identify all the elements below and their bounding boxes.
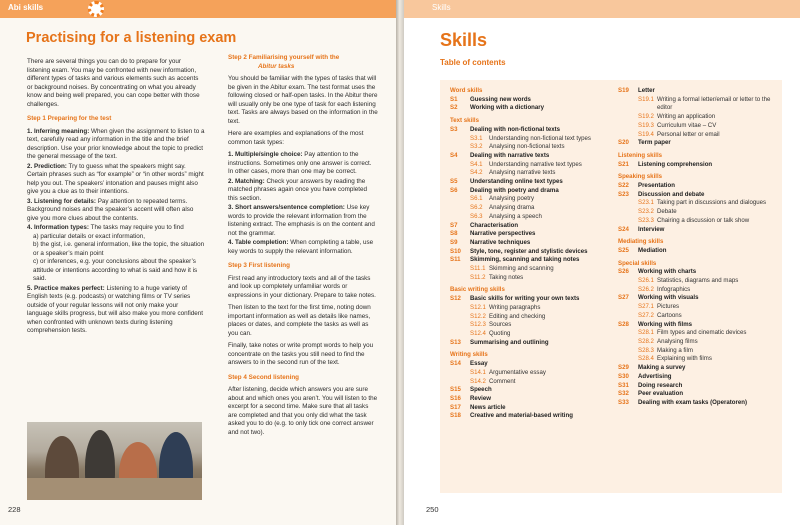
toc-subentry[interactable] — [618, 199, 778, 208]
students-photo — [27, 422, 202, 500]
toc-number: S7 — [450, 221, 458, 229]
toc-number: S6.1 — [470, 195, 483, 203]
toc-subtitle: Table of contents — [440, 58, 506, 67]
toc-number: S13 — [450, 338, 461, 346]
list-item: 3. Listening for details: Pay attention to repeated terms. Background noises and the speaker’s accent willl often also give you more clues about the contents. — [27, 197, 194, 222]
toc-category: Mediating skills — [618, 238, 664, 246]
toc-subentry[interactable] — [450, 378, 598, 387]
toc-label: Making a film — [657, 346, 693, 354]
toc-category: Writing skills — [450, 351, 488, 359]
toc-number: S19.1 — [638, 95, 654, 103]
toc-number: S3.2 — [470, 143, 483, 151]
toc-label: Analysing non-fictional texts — [489, 143, 565, 151]
toc-number: S1 — [450, 95, 458, 103]
list-item: 1. Inferring meaning: When given the assignment to listen to a text, carefully read any information in the title and the brief description. Use your prior knowledge about the topic to predict the general message of the text. — [27, 127, 205, 160]
section-bar — [0, 0, 396, 18]
section-tag: Skills — [432, 3, 451, 12]
toc-label: Dealing with narrative texts — [470, 151, 550, 159]
toc-label: Editing and checking — [489, 312, 546, 320]
step2-list — [228, 151, 378, 256]
toc-number: S26.2 — [638, 285, 654, 293]
toc-label: Speech — [470, 386, 492, 394]
toc-number: S4 — [450, 151, 458, 159]
list-item: 4. Information types: The tasks may require you to find a) particular details or exact information, b) the gist, i.e. general information, like the topic, the situation or a speaker’s main point c) or inferences, e.g. your conclusions about the speaker’s attitude or intentions according to what is said and how it is said. — [27, 224, 205, 282]
toc-subentry[interactable] — [618, 329, 778, 338]
toc-number: S28 — [618, 320, 629, 328]
toc-number: S14 — [450, 360, 461, 368]
toc-subentry[interactable] — [618, 347, 778, 356]
toc-category: Special skills — [618, 259, 657, 267]
section-bar — [404, 0, 800, 18]
toc-number: S11 — [450, 256, 461, 264]
toc-subentry[interactable] — [450, 321, 598, 330]
toc-subentry[interactable] — [618, 122, 778, 131]
toc-label: Understanding non-fictional text types — [489, 134, 591, 142]
toc-number: S12.3 — [470, 321, 486, 329]
toc-subentry[interactable] — [618, 355, 778, 364]
toc-label: Curriculum vitae – CV — [657, 121, 717, 129]
page-title: Practising for a listening exam — [26, 30, 237, 46]
toc-label: Working with films — [638, 320, 693, 328]
toc-entry[interactable] — [618, 399, 778, 408]
toc-number: S32 — [618, 390, 629, 398]
toc-label: Listening comprehension — [638, 160, 713, 168]
toc-subentry[interactable] — [450, 369, 598, 378]
toc-label: Discussion and debate — [638, 190, 705, 198]
toc-label: Quoting — [489, 329, 511, 337]
left-column — [27, 58, 205, 337]
toc-entry[interactable] — [450, 404, 598, 413]
toc-entry[interactable] — [450, 178, 598, 187]
toc-label: Letter — [638, 87, 655, 94]
toc-number: S10 — [450, 247, 461, 255]
toc-subentry[interactable] — [618, 286, 778, 295]
toc-number: S23.1 — [638, 199, 654, 207]
toc-number: S23 — [618, 190, 629, 198]
toc-label: Taking part in discussions and dialogues — [657, 199, 767, 207]
info-sub-b: b) the gist, i.e. general information, like the topic, the situation or a speaker’s main point — [33, 241, 205, 257]
toc-subentry[interactable] — [450, 169, 598, 178]
toc-entry[interactable] — [618, 87, 778, 96]
toc-subentry[interactable] — [618, 303, 778, 312]
step2-text2: Here are examples and explanations of the most common task types: — [228, 130, 364, 146]
toc-label: Characterisation — [470, 221, 519, 229]
toc-number: S5 — [450, 178, 458, 186]
toc-number: S22 — [618, 182, 629, 190]
step2-heading: Step 2 Familiarising yourself with the Abitur tasks — [228, 54, 340, 70]
toc-label: Personal letter or email — [657, 130, 720, 138]
toc-number: S12.4 — [470, 329, 486, 337]
toc-label: Writing an application — [657, 113, 716, 121]
toc-label: Narrative perspectives — [470, 230, 536, 238]
toc-entry[interactable] — [450, 386, 598, 395]
toc-number: S18 — [450, 412, 461, 420]
toc-number: S12.1 — [470, 303, 486, 311]
toc-label: Working with a dictionary — [470, 104, 545, 112]
toc-number: S19.3 — [638, 121, 654, 129]
section-tag: Abi skills — [8, 3, 44, 12]
toc-number: S17 — [450, 403, 461, 411]
toc-entry[interactable] — [450, 96, 598, 105]
toc-subentry[interactable] — [450, 161, 598, 170]
toc-number: S23.3 — [638, 216, 654, 224]
toc-label: Making a survey — [638, 364, 686, 372]
step1-list — [27, 128, 205, 336]
toc-label: Presentation — [638, 182, 675, 190]
toc-number: S3.1 — [470, 134, 483, 142]
toc-label: Comment — [489, 377, 516, 385]
toc-category: Speaking skills — [618, 173, 663, 181]
toc-entry[interactable] — [618, 321, 778, 330]
toc-subentry[interactable] — [450, 213, 598, 222]
toc-subentry[interactable] — [618, 131, 778, 140]
info-sub-a: a) particular details or exact information, — [33, 232, 145, 240]
toc-entry[interactable] — [618, 182, 778, 191]
toc-entry[interactable] — [618, 364, 778, 373]
toc-number: S12.2 — [470, 312, 486, 320]
toc-label: Analysing films — [657, 337, 698, 345]
left-page — [0, 0, 396, 525]
toc-label: Writing paragraphs — [489, 303, 541, 311]
toc-number: S20 — [618, 139, 629, 147]
toc-label: Analysing narrative texts — [489, 169, 556, 177]
toc-number: S6.2 — [470, 204, 483, 212]
toc-entry[interactable] — [450, 339, 598, 348]
abi-logo-icon — [88, 1, 104, 17]
step2-text: You should be familiar with the types of tasks that will be given in the Abitur exam. The test format uses the following closed or half-open tasks. In the Abitur there will usually only be one type of task for each listening text. Tasks are always based on the information in the text. — [228, 75, 378, 125]
toc-entry[interactable] — [450, 126, 598, 135]
toc-number: S9 — [450, 238, 458, 246]
toc-subentry[interactable] — [450, 313, 598, 322]
toc-number: S26 — [618, 268, 629, 276]
toc-number: S3 — [450, 125, 458, 133]
toc-number: S26.1 — [638, 277, 654, 285]
step3-heading: Step 3 First listening — [228, 262, 290, 269]
right-page — [404, 0, 800, 525]
toc-number: S6 — [450, 186, 458, 194]
toc-number: S29 — [618, 364, 629, 372]
toc-entry[interactable] — [450, 222, 598, 231]
toc-entry[interactable] — [618, 226, 778, 235]
toc-entry[interactable] — [450, 256, 598, 265]
page-number: 228 — [8, 505, 21, 514]
toc-subentry[interactable] — [450, 135, 598, 144]
right-column — [228, 54, 378, 441]
toc-label: Analysing drama — [489, 204, 535, 212]
toc-number: S14.2 — [470, 377, 486, 385]
toc-label: Skimming, scanning and taking notes — [470, 256, 580, 264]
toc-label: Chairing a discussion or talk show — [657, 216, 750, 224]
toc-number: S15 — [450, 386, 461, 394]
toc-number: S30 — [618, 372, 629, 380]
list-item: 4. Table completion: When completing a table, use key words to supply the relevant information. — [228, 239, 374, 255]
toc-label: Skimming and scanning — [489, 265, 554, 273]
toc-label: Statistics, diagrams and maps — [657, 277, 739, 285]
toc-label: Term paper — [638, 139, 671, 147]
toc-subentry[interactable] — [450, 204, 598, 213]
toc-label: Working with visuals — [638, 294, 699, 302]
toc-subentry[interactable] — [618, 208, 778, 217]
toc-number: S25 — [618, 246, 629, 254]
toc-label: Argumentative essay — [489, 368, 546, 376]
toc-number: S2 — [450, 104, 458, 112]
list-item: 1. Multiple/single choice: Pay attention to the instructions. Sometimes only one answer is correct. In other cases, more than one may be correct. — [228, 151, 372, 175]
toc-label: Creative and material-based writing — [470, 412, 573, 420]
toc-entry[interactable] — [450, 104, 598, 113]
toc-subentry[interactable] — [450, 265, 598, 274]
toc-number: S27.2 — [638, 311, 654, 319]
page-number: 250 — [426, 505, 439, 514]
page-title: Skills — [440, 30, 488, 50]
list-item: 3. Short answers/sentence completion: Use key words to provide the relevant information from the listening extract. The emphasis is on the content and not the grammar. — [228, 204, 375, 237]
toc-label: Film types and cinematic devices — [657, 329, 747, 337]
toc-label: Pictures — [657, 303, 680, 311]
step3-text3: Finally, take notes or write prompt words to help you concentrate on the tasks you still need to find the answers to in the second run of the text. — [228, 342, 374, 366]
list-item: 5. Practice makes perfect: Listening to a huge variety of English texts (e.g. podcasts) or watching films or TV series outside of your regular lessons will not only make your language skills progress, but will also make you more confident when confronted with unknown texts during listening comprehension tests. — [27, 284, 204, 334]
toc-label: Guessing new words — [470, 95, 531, 103]
step4-text: After listening, decide which answers you are sure about and which ones you aren’t. You will listen to the excerpt for a second time. Make sure that all tasks are completed and that you only did what the task asked you to do (e.g. to only tick one correct answer and not two). — [228, 386, 378, 436]
toc-label: News article — [470, 403, 506, 411]
toc-subentry[interactable] — [618, 217, 778, 226]
toc-number: S28.1 — [638, 329, 654, 337]
book-gutter — [396, 0, 404, 525]
info-sub-c: c) or inferences, e.g. your conclusions about the speaker’s attitude or intentions according to what is said and how it is said. — [33, 258, 198, 282]
toc-subentry[interactable] — [450, 304, 598, 313]
toc-number: S31 — [618, 381, 629, 389]
toc-entry[interactable] — [450, 187, 598, 196]
toc-label: Mediation — [638, 246, 667, 254]
toc-label: Analysing a speech — [489, 212, 542, 220]
toc-entry[interactable] — [618, 373, 778, 382]
toc-entry[interactable] — [618, 294, 778, 303]
toc-label: Basic skills for writing your own texts — [470, 295, 580, 303]
toc-number: S16 — [450, 394, 461, 402]
toc-number: S6.3 — [470, 212, 483, 220]
toc-column-1 — [440, 80, 602, 493]
toc-label: Sources — [489, 321, 512, 329]
toc-label: Summarising and outlining — [470, 338, 549, 346]
toc-entry[interactable] — [450, 248, 598, 257]
toc-number: S12 — [450, 295, 461, 303]
toc-label: Interview — [638, 225, 665, 233]
step3-text: First read any introductory texts and all of the tasks and look up completely unfamiliar words or expressions in your dictionary. Prepare to take notes. — [228, 274, 376, 299]
toc-label: Dealing with non-fictional texts — [470, 125, 561, 133]
list-item: 2. Prediction: Try to guess what the speakers might say. Certain phrases such as “for example” or “in other words” might help you out. The speakers’ intonation and pauses might also give you a clue as to their intentions. — [27, 162, 204, 195]
toc-label: Style, tone, register and stylistic devices — [470, 247, 588, 255]
toc-category: Text skills — [450, 117, 480, 125]
toc-entry[interactable] — [618, 390, 778, 399]
toc-number: S4.1 — [470, 160, 483, 168]
toc-label: Writing a formal letter/email or letter to the editor — [657, 95, 771, 112]
toc-number: S11.1 — [470, 265, 486, 273]
toc-label: Doing research — [638, 381, 683, 389]
toc-entry[interactable] — [618, 161, 778, 170]
toc-entry[interactable] — [618, 268, 778, 277]
toc-label: Explaining with films — [657, 355, 712, 363]
toc-subentry[interactable] — [618, 96, 778, 113]
step1-heading: Step 1 Preparing for the test — [27, 115, 112, 122]
toc-number: S28.2 — [638, 337, 654, 345]
toc-subentry[interactable] — [618, 338, 778, 347]
toc-label: Cartoons — [657, 311, 682, 319]
toc-number: S28.3 — [638, 346, 654, 354]
toc-label: Working with charts — [638, 268, 697, 276]
toc-number: S19.4 — [638, 130, 654, 138]
toc-category: Listening skills — [618, 151, 663, 159]
toc-subentry[interactable] — [618, 277, 778, 286]
toc-label: Narrative techniques — [470, 238, 531, 246]
toc-subentry[interactable] — [450, 195, 598, 204]
toc-number: S4.2 — [470, 169, 483, 177]
toc-label: Understanding narrative text types — [489, 160, 582, 168]
toc-entry[interactable] — [618, 382, 778, 391]
toc-number: S33 — [618, 398, 629, 406]
toc-subentry[interactable] — [450, 143, 598, 152]
toc-number: S11.2 — [470, 273, 486, 281]
toc-number: S27 — [618, 294, 629, 302]
toc-label: Dealing with poetry and drama — [470, 186, 559, 194]
toc-label: Peer evaluation — [638, 390, 684, 398]
toc-entry[interactable] — [450, 230, 598, 239]
toc-subentry[interactable] — [618, 312, 778, 321]
toc-entry[interactable] — [618, 191, 778, 200]
toc-number: S27.1 — [638, 303, 654, 311]
toc-column-2 — [602, 80, 782, 493]
toc-number: S19.2 — [638, 113, 654, 121]
toc-category: Basic writing skills — [450, 286, 505, 294]
toc-subentry[interactable] — [450, 274, 598, 283]
toc-entry[interactable] — [450, 395, 598, 404]
intro-text: There are several things you can do to prepare for your listening exam. You may be confronted with new information, different types of tasks and various elements such as accents or background noises. By concentrating on what you already know and being well prepared, you can cope better with those challenges. — [27, 58, 200, 108]
toc-label: Debate — [657, 208, 677, 216]
toc-label: Analysing poetry — [489, 195, 535, 203]
toc-subentry[interactable] — [618, 113, 778, 122]
toc-subentry[interactable] — [450, 330, 598, 339]
toc-label: Understanding online text types — [470, 178, 563, 186]
toc-number: S28.4 — [638, 355, 654, 363]
toc-entry[interactable] — [450, 360, 598, 369]
toc-number: S24 — [618, 225, 629, 233]
toc-number: S14.1 — [470, 368, 486, 376]
toc-label: Advertising — [638, 372, 672, 380]
toc-category: Word skills — [450, 87, 483, 94]
toc-label: Review — [470, 394, 492, 402]
toc-label: Taking notes — [489, 273, 524, 281]
toc-entry[interactable] — [618, 247, 778, 256]
toc-number: S19 — [618, 87, 629, 94]
toc-entry[interactable] — [450, 152, 598, 161]
list-item: 2. Matching: Check your answers by reading the matched phrases again once you have completed this section. — [228, 177, 367, 202]
toc-entry[interactable] — [618, 139, 778, 148]
toc-entry[interactable] — [450, 239, 598, 248]
toc-entry[interactable] — [450, 295, 598, 304]
toc-label: Infographics — [657, 285, 691, 293]
toc-label: Dealing with exam tasks (Operatoren) — [638, 398, 748, 406]
toc-number: S8 — [450, 230, 458, 238]
step4-heading: Step 4 Second listening — [228, 373, 300, 381]
toc-entry[interactable] — [450, 412, 598, 421]
toc-number: S23.2 — [638, 208, 654, 216]
toc-number: S21 — [618, 160, 629, 168]
step3-text2: Then listen to the text for the first time, noting down important information as well as details like names, places or dates, and complete the tasks as well as you can. — [228, 304, 371, 337]
toc-label: Essay — [470, 360, 488, 368]
